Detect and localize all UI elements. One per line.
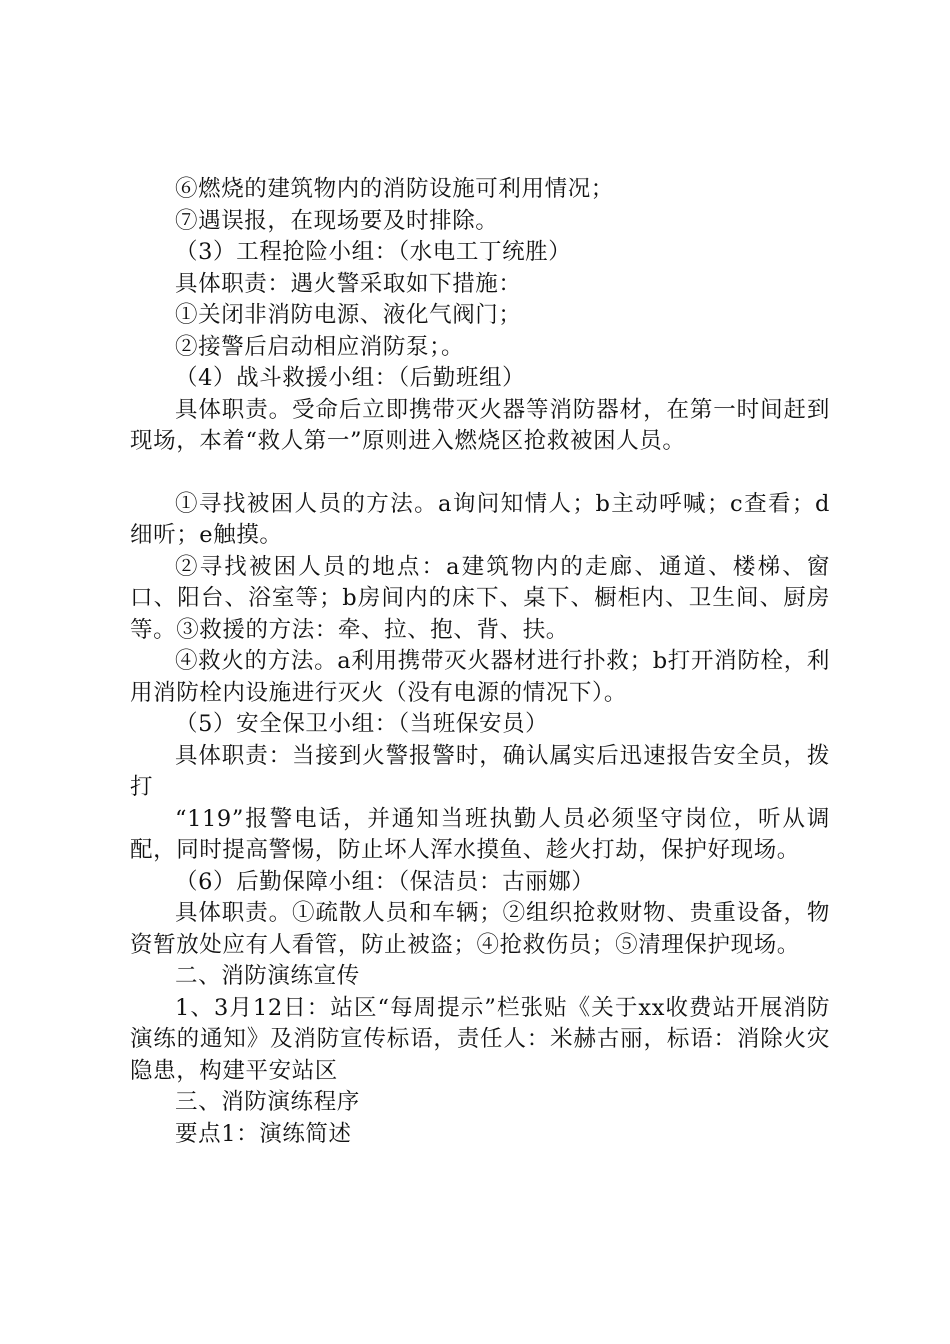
paragraph-key-point-1: 要点1：演练简述 bbox=[175, 1120, 352, 1147]
paragraph-find-location: ②寻找被困人员的地点：a建筑物内的走廊、通道、楼梯、窗口、阳台、浴室等；b房间内的床下、桌下、橱柜内、卫生间、厨房等。③救援的方法：牵、拉、抱、背、扶。 bbox=[130, 553, 830, 643]
paragraph-engineering-duties: 具体职责：遇火警采取如下措施： bbox=[175, 270, 522, 297]
paragraph-engineering-rescue-team: （3）工程抢险小组：（水电工丁统胜） bbox=[175, 239, 572, 265]
section-heading-publicity: 二、消防演练宣传 bbox=[175, 963, 360, 989]
paragraph-item-6-facilities: ⑥燃烧的建筑物内的消防设施可利用情况； bbox=[175, 176, 614, 202]
paragraph-combat-rescue-team: （4）战斗救援小组：（后勤班组） bbox=[175, 365, 526, 391]
paragraph-find-method: ①寻找被困人员的方法。a询问知情人；b主动呼喊；c查看；d细听；e触摸。 bbox=[130, 490, 830, 548]
paragraph-item-7-false-alarm: ⑦遇误报，在现场要及时排除。 bbox=[175, 207, 499, 234]
paragraph-firefighting-method: ④救火的方法。a利用携带灭火器材进行扑救；b打开消防栓，利用消防栓内设施进行灭火（没有电源的情况下）。 bbox=[130, 648, 830, 706]
paragraph-logistics-duties: 具体职责。①疏散人员和车辆；②组织抢救财物、贵重设备，物资暂放处应有人看管，防止被盗；④抢救伤员；⑤清理保护现场。 bbox=[130, 900, 830, 958]
paragraph-security-duties: 具体职责：当接到火警报警时，确认属实后迅速报告安全员，拨打 bbox=[130, 742, 830, 800]
paragraph-logistics-team: （6）后勤保障小组：（保洁员：古丽娜） bbox=[175, 868, 595, 895]
paragraph-item-2-start-pump: ②接警后启动相应消防泵；。 bbox=[175, 333, 465, 360]
paragraph-publicity-notice: 1、3月12日：站区“每周提示”栏张贴《关于xx收费站开展消防演练的通知》及消防宣传标语，责任人：米赫古丽，标语：消除火灾隐患，构建平安站区 bbox=[130, 994, 830, 1084]
paragraph-call-119: “119”报警电话，并通知当班执勤人员必须坚守岗位，听从调配，同时提高警惕，防止坏人浑水摸鱼、趁火打劫，保护好现场。 bbox=[130, 805, 830, 863]
paragraph-combat-duties: 具体职责。受命后立即携带灭火器等消防器材，在第一时间赶到现场，本着“救人第一”原则进入燃烧区抢救被困人员。 bbox=[130, 396, 830, 454]
section-heading-procedure: 三、消防演练程序 bbox=[175, 1089, 360, 1115]
document-body bbox=[130, 174, 830, 1150]
paragraph-security-team: （5）安全保卫小组：（当班保安员） bbox=[175, 711, 549, 737]
paragraph-item-1-close-power: ①关闭非消防电源、液化气阀门； bbox=[175, 302, 522, 328]
